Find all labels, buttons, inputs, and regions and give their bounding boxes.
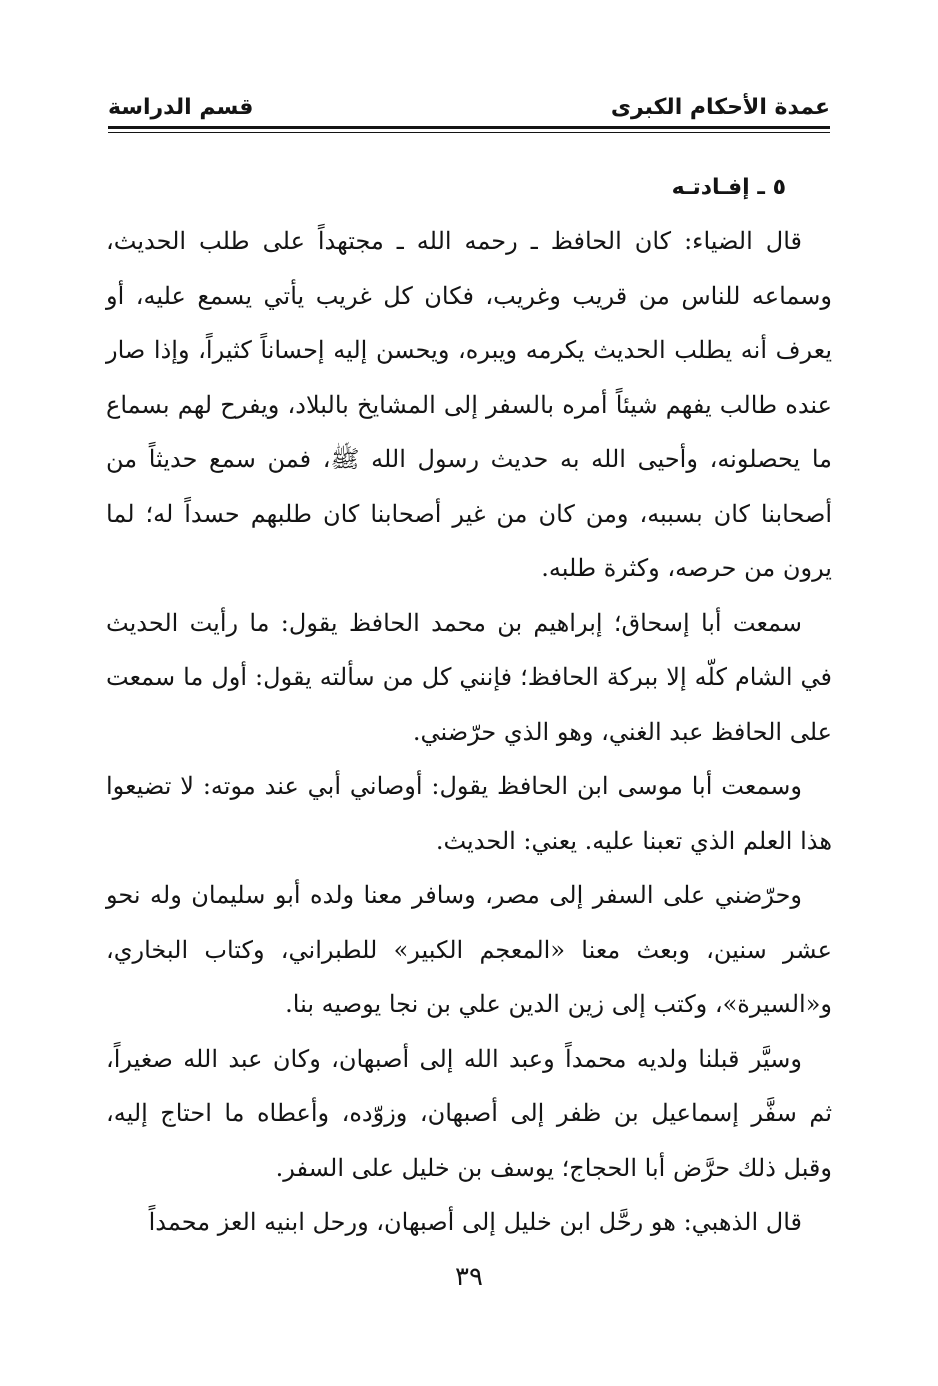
running-header: [108, 88, 830, 122]
paragraph: وسيَّر قبلنا ولديه محمداً وعبد الله إلى أصبهان، وكان عبد الله صغيراً، ثم سفَّر إسماعيل بن ظفر إلى أصبهان، وزوّده، وأعطاه ما احتاج إليه، وقبل ذلك حرَّض أبا الحجاج؛ يوسف بن خليل على السفر.: [106, 1044, 832, 1182]
paragraph: قال الذهبي: هو رحَّل ابن خليل إلى أصبهان، ورحل ابنيه العز محمداً: [148, 1208, 802, 1236]
paragraph: قال الضياء: كان الحافظ ـ رحمه الله ـ مجتهداً على طلب الحديث، وسماعه للناس من قريب وغريب، فكان كل غريب يأتي يسمع عليه، أو يعرف أنه يطلب الحديث يكرمه ويبره، ويحسن إليه إحساناً كثيراً، وإذا صار عنده طالب يفهم شيئاً أمره بالسفر إلى المشايخ بالبلاد، ويفرح لهم بسماع ما يحصلونه، وأحيى الله به حديث رسول الله ﷺ، فمن سمع حديثاً من أصحابنا كان بسببه، ومن كان من غير أصحابنا كان طلبهم حسداً له؛ لما يرون من حرصه، وكثرة طلبه.: [106, 227, 833, 582]
book-title: عمدة الأحكام الكبرى: [610, 95, 830, 120]
page-number: ٣٩: [455, 1262, 483, 1292]
paragraph: سمعت أبا إسحاق؛ إبراهيم بن محمد الحافظ يقول: ما رأيت الحديث في الشام كلّه إلا ببركة الحافظ؛ فإنني كل من سألته يقول: أول ما سمعت على الحافظ عبد الغني، وهو الذي حرّضني.: [106, 608, 832, 746]
header-rule: [108, 126, 830, 129]
body-text: [106, 168, 832, 1250]
paragraph: وسمعت أبا موسى ابن الحافظ يقول: أوصاني أبي عند موته: لا تضيعوا هذا العلم الذي تعبنا عليه. يعني: الحديث.: [106, 772, 832, 855]
paragraph: وحرّضني على السفر إلى مصر، وسافر معنا ولده أبو سليمان وله نحو عشر سنين، وبعث معنا «المعجم الكبير» للطبراني، وكتاب البخاري، و«السيرة»، وكتب إلى زين الدين علي بن نجا يوصيه بنا.: [106, 881, 832, 1018]
header-rule-thin: [108, 132, 830, 133]
section-title: قسم الدراسة: [108, 95, 254, 120]
section-heading: ٥ ـ إفـادتـه: [671, 175, 786, 200]
